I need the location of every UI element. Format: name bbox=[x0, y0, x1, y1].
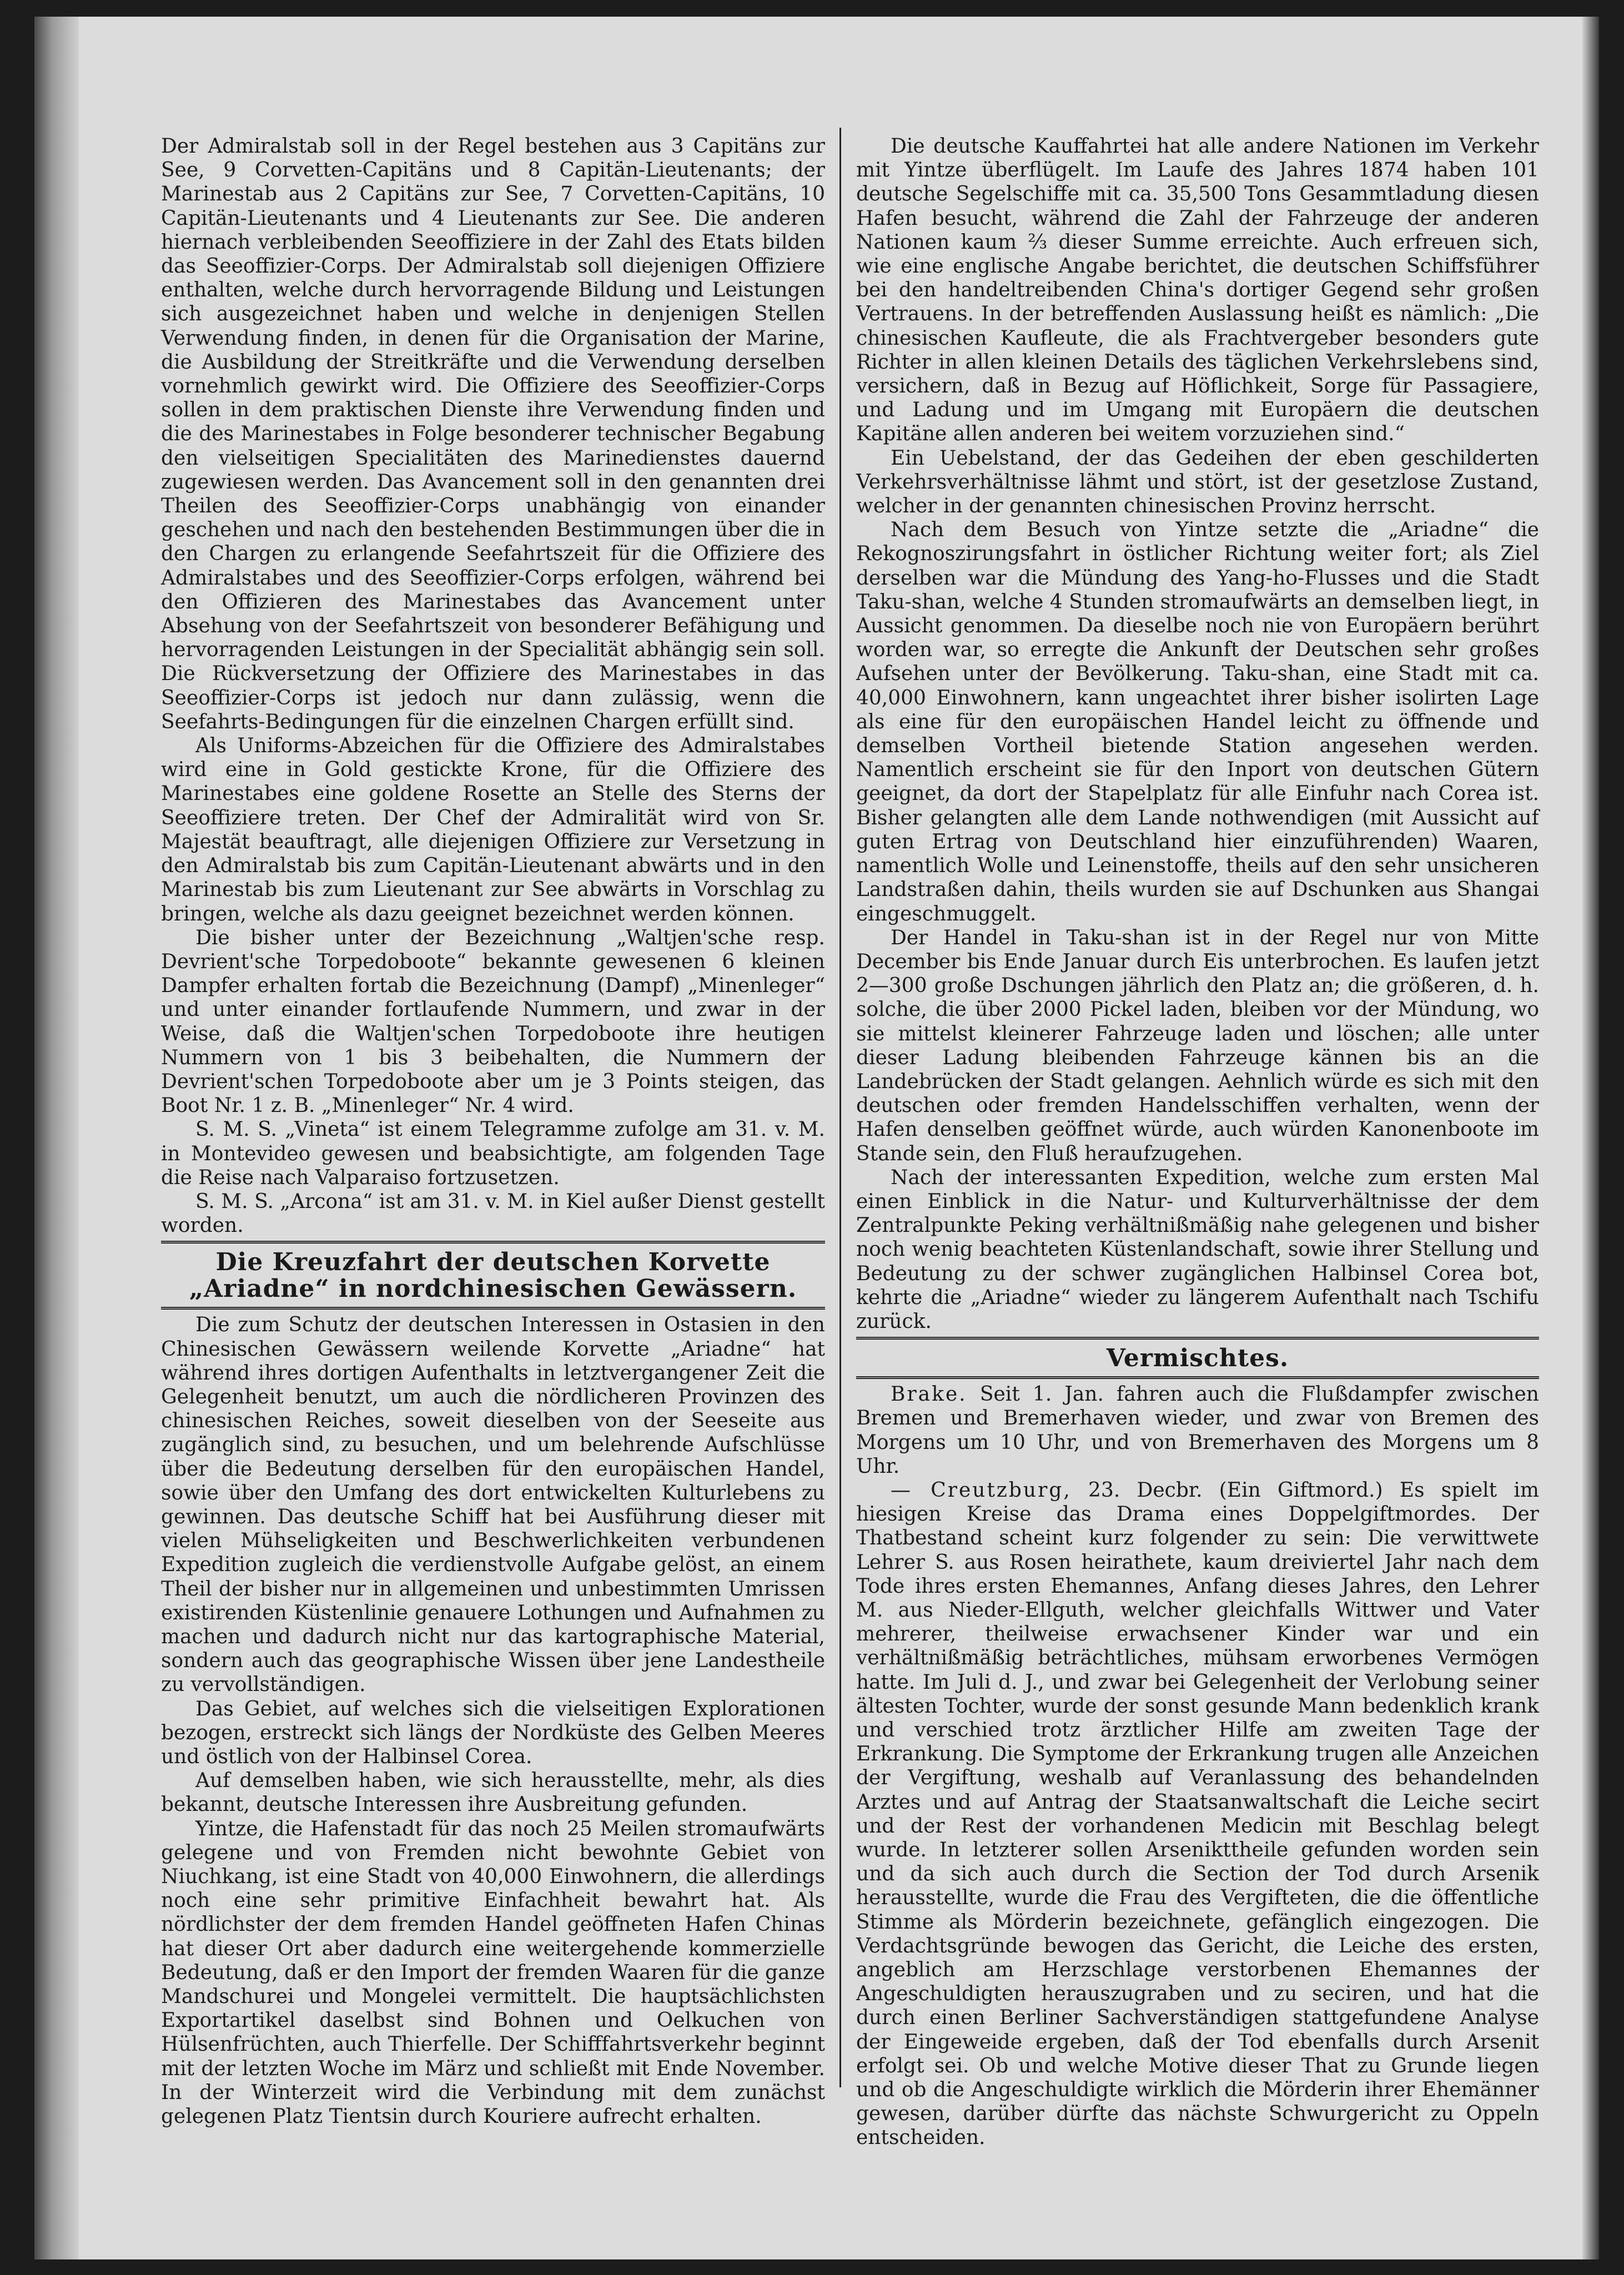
ariadne-p7: Nach dem Besuch von Yintze setzte die „Ariadne“ die Rekognoszirungsfahrt in östlicher Richtung weiter fort; als Ziel derselben war die Mündung des Yang-ho-Flusses und die Stadt Taku-shan, welche 4 Stunden stromaufwärts an demselben liegt, in Aussicht genommen. Da dieselbe noch nie von Europäern berührt worden war, so erregte die Ankunft der Deutschen sehr großes Aufsehen unter der Bevölkerung. Taku-shan, eine Stadt mit ca. 40,000 Einwohnern, kann ungeachtet ihrer bisher isolirten Lage als eine für den europäischen Handel leicht zu öffnende und demselben Vortheil bietende Station angesehen werden. Namentlich erscheint sie für den Inport von deutschen Gütern geeignet, da dort der Stapelplatz für alle Einfuhr nach Corea ist. Bisher gelangten alle dem Lande nothwendigen (mit Aussicht auf guten Ertrag von Deutschland hier einzuführenden) Waaren, namentlich Wolle und Leinenstoffe, theils auf den sehr unsicheren Landstraßen dahin, theils wurden sie auf Dschunken aus Shangai eingeschmuggelt. bbox=[856, 519, 1539, 925]
ariadne-p3: Auf demselben haben, wie sich herausstellte, mehr, als dies bekannt, deutsche Interessen ihre Ausbreitung gefunden. bbox=[161, 1769, 825, 1816]
section-rule bbox=[856, 1376, 1539, 1379]
misc-item-creutzburg bbox=[856, 1478, 1539, 2150]
ariadne-p2: Das Gebiet, auf welches sich die vielseitigen Explorationen bezogen, erstreckt sich längs der Nordküste des Gelben Meeres und östlich von der Halbinsel Corea. bbox=[161, 1697, 825, 1768]
ariadne-p6: Ein Uebelstand, der das Gedeihen der eben geschilderten Verkehrsverhältnisse lähmt und stört, ist der gesetzlose Zustand, welcher in der genannten chinesischen Provinz herrscht. bbox=[856, 446, 1539, 518]
article-arcona: S. M. S. „Arcona“ ist am 31. v. M. in Kiel außer Dienst gestellt worden. bbox=[161, 1190, 825, 1237]
page-gutter bbox=[34, 17, 79, 2259]
ariadne-heading: Die Kreuzfahrt der deutschen Korvette „Ariadne“ in nordchinesischen Gewässern. bbox=[189, 1248, 797, 1303]
article-admiralstab-p1: Der Admiralstab soll in der Regel bestehen aus 3 Capitäns zur See, 9 Corvetten-Capitäns und 8 Capitän-Lieutenants; der Marinestab aus 2 Capitäns zur See, 7 Corvetten-Capitäns, 10 Capitän-Lieutenants und 4 Lieutenants zur See. Die anderen hiernach verbleibenden Seeoffiziere in der Zahl des Etats bilden das Seeoffizier-Corps. Der Admiralstab soll diejenigen Offiziere enthalten, welche durch hervorragende Bildung und Leistungen sich ausgezeichnet haben und welche in denjenigen Stellen Verwendung finden, in denen für die Organisation der Marine, die Ausbildung der Streitkräfte und die Verwendung derselben vornehmlich gewirkt wird. Die Offiziere des Seeoffizier-Corps sollen in dem praktischen Dienste ihre Verwendung finden und die des Marinestabes in Folge besonderer technischer Begabung den vielseitigen Specialitäten des Marinedienstes dauernd zugewiesen werden. Das Avancement soll in den genannten drei Theilen des Seeoffizier-Corps unabhängig von einander geschehen und nach den bestehenden Bestimmungen über die in den Chargen zu erlangende Seefahrtszeit für die Offiziere des Admiralstabes und des Seeoffizier-Corps erfolgen, während bei den Offizieren des Marinestabes das Avancement unter Absehung von der Seefahrtszeit von besonderer Befähigung und hervorragenden Leistungen in der Specialität abhängig sein soll. Die Rückversetzung der Offiziere des Marinestabes in das Seeoffizier-Corps ist jedoch nur dann zulässig, wenn die Seefahrts-Bedingungen für die einzelnen Chargen erfüllt sind. bbox=[161, 135, 825, 733]
ariadne-p8: Der Handel in Taku-shan ist in der Regel nur von Mitte December bis Ende Januar durch Eis unterbrochen. Es laufen jetzt 2—300 große Dschungen jährlich den Platz an; die größeren, d. h. solche, die über 2000 Pickel laden, bleiben vor der Mündung, wo sie mittelst kleinerer Fahrzeuge laden und löschen; alle unter dieser Ladung bleibenden Fahrzeuge kännen bis an die Landebrücken der Stadt gelangen. Aehnlich würde es sich mit den deutschen oder fremden Handelsschiffen verhalten, wenn der Hafen denselben geöffnet würde, auch würden Kanonenboote im Stande sein, den Fluß heraufzugehen. bbox=[856, 926, 1539, 1165]
section-rule bbox=[856, 1337, 1539, 1340]
misc-text: 23. Decbr. (Ein Giftmord.) Es spielt im hiesigen Kreise das Drama eines Doppelgiftmordes. Der Thatbestand scheint kurz folgender zu sein: Die verwittwete Lehrer S. aus Rosen heirathete, kaum dreiviertel Jahr nach dem Tode ihres ersten Ehemannes, Anfang dieses Jahres, den Lehrer M. aus Nieder-Ellguth, welcher gleichfalls Wittwer und Vater mehrerer, theilweise erwachsener Kinder war und ein verhältnißmäßig beträchtliches, mühsam erworbenes Vermögen hatte. Im Juli d. J., und zwar bei Gelegenheit der Verlobung seiner ältesten Tochter, wurde der sonst gesunde Mann bedenklich krank und verschied trotz ärztlicher Hilfe am zweiten Tage der Erkrankung. Die Symptome der Erkrankung trugen alle Anzeichen der Vergiftung, weshalb auf Veranlassung des behandelnden Arztes und auf Antrag der Staatsanwaltschaft die Leiche secirt und der Rest der vorhandenen Medicin mit Beschlag belegt wurde. In letzterer sollen Arsenikttheile gefunden worden sein und da sich auch durch die Section der Tod durch Arsenik herausstellte, wurde die Frau des Vergifteten, die die öffentliche Stimme als Mörderin bezeichnete, gefänglich eingezogen. Die Verdachtsgründe bewogen das Gericht, die Leiche des ersten, angeblich am Herzschlage verstorbenen Ehemannes der Angeschuldigten herauszugraben und zu seciren, und hat die durch einen Berliner Sachverständigen stattgefundene Analyse der Eingeweide ergeben, daß der Tod ebenfalls durch Arsenit erfolgt sei. Ob und welche Motive dieser That zu Grunde liegen und ob die Angeschuldigte wirklich die Mörderin ihrer Ehemänner gewesen, darüber dürfte das nächste Schwurgericht zu Oppeln entscheiden. bbox=[856, 1478, 1539, 2150]
misc-place: — Creutzburg, bbox=[891, 1478, 1072, 1502]
misc-place: Brake. bbox=[891, 1383, 967, 1406]
page-edge bbox=[1582, 17, 1599, 2259]
ariadne-p1: Die zum Schutz der deutschen Interessen in Ostasien in den Chinesischen Gewässern weilende Korvette „Ariadne“ hat während ihres dortigen Aufenthalts in letztvergangener Zeit die Gelegenheit benutzt, um auch die nördlicheren Provinzen des chinesischen Reiches, soweit dieselben von der Seeseite aus zugänglich sind, zu besuchen, und um belehrende Aufschlüsse über die Bedeutung derselben für den europäischen Handel, sowie über den Umfang des dort entwickelten Kulturlebens zu gewinnen. Das deutsche Schiff hat bei Ausführung dieser mit vielen Mühseligkeiten und Beschwerlichkeiten verbundenen Expedition zugleich die verdienstvolle Aufgabe gelöst, an einem Theil der bisher nur in allgemeinen und unbestimmten Umrissen existirenden Küstenlinie genauere Lothungen und Aufnahmen zu machen und dadurch nicht nur das kartographische Material, sondern auch das geographische Wissen über jene Landestheile zu vervollständigen. bbox=[161, 1313, 825, 1697]
misc-item-brake bbox=[856, 1382, 1539, 1478]
right-column bbox=[856, 134, 1539, 2150]
ariadne-p9: Nach der interessanten Expedition, welche zum ersten Mal einen Einblick in die Natur- und Kulturverhältnisse der dem Zentralpunkte Peking verhältnißmäßig nahe gelegenen und bisher noch wenig beachteten Küstenlandschaft, sowie ihrer Stellung und Bedeutung zu der schwer zugänglichen Halbinsel Corea bot, kehrte die „Ariadne“ wieder zu längerem Aufenthalt nach Tschifu zurück. bbox=[856, 1166, 1539, 1333]
article-torpedoboote: Die bisher unter der Bezeichnung „Waltjen'sche resp. Devrient'sche Torpedoboote“ bekannte gewesenen 6 kleinen Dampfer erhalten fortab die Bezeichnung (Dampf) „Minenleger“ und unter einander fortlaufende Nummern, und zwar in der Weise, daß die Waltjen'schen Torpedoboote ihre heutigen Nummern von 1 bis 3 beibehalten, die Nummern der Devrient'schen Torpedoboote aber um je 3 Points steigen, das Boot Nr. 1 z. B. „Minenleger“ Nr. 4 wird. bbox=[161, 926, 825, 1118]
ariadne-p5: Die deutsche Kauffahrtei hat alle andere Nationen im Verkehr mit Yintze überflügelt. Im Laufe des Jahres 1874 haben 101 deutsche Segelschiffe mit ca. 35,500 Tons Gesammtladung diesen Hafen besucht, während die Zahl der Fahrzeuge der anderen Nationen kaum ⅔ dieser Summe erreichte. Auch erfreuen sich, wie eine englische Angabe berichtet, die deutschen Schiffsführer bei den handeltreibenden China's dortiger Gegend sehr großen Vertrauens. In der betreffenden Auslassung heißt es nämlich: „Die chinesischen Kaufleute, die als Frachtvergeber besonders gute Richter in allen kleinen Details des täglichen Verkehrslebens sind, versichern, daß in Bezug auf Höflichkeit, Sorge für Passagiere, und Ladung und im Umgang mit Europäern die deutschen Kapitäne allen anderen bei weitem vorzuziehen sind.“ bbox=[856, 135, 1539, 446]
section-rule bbox=[161, 1307, 825, 1310]
vermischtes-heading: Vermischtes. bbox=[1106, 1344, 1289, 1373]
ariadne-p4: Yintze, die Hafenstadt für das noch 25 Meilen stromaufwärts gelegene und von Fremden nicht bewohnte Gebiet von Niuchkang, ist eine Stadt von 40,000 Einwohnern, die allerdings noch eine sehr primitive Einfachheit bewahrt hat. Als nördlichster der dem fremden Handel geöffneten Hafen Chinas hat dieser Ort aber dadurch eine weitergehende kommerzielle Bedeutung, daß er den Import der fremden Waaren für die ganze Mandschurei und Mongelei vermittelt. Die hauptsächlichsten Exportartikel daselbst sind Bohnen und Oelkuchen von Hülsenfrüchten, auch Thierfelle. Der Schifffahrtsverkehr beginnt mit der letzten Woche im März und schließt mit Ende November. In der Winterzeit wird die Verbindung mit dem zunächst gelegenen Platz Tientsin durch Kouriere aufrecht erhalten. bbox=[161, 1817, 825, 2128]
newspaper-page bbox=[34, 17, 1599, 2259]
article-vineta: S. M. S. „Vineta“ ist einem Telegramme zufolge am 31. v. M. in Montevideo gewesen und beabsichtigte, am folgenden Tage die Reise nach Valparaiso fortzusetzen. bbox=[161, 1118, 825, 1189]
misc-text: Seit 1. Jan. fahren auch die Flußdampfer zwischen Bremen und Bremerhaven wieder, und zwar von Bremen des Morgens um 10 Uhr, und von Bremerhaven des Morgens um 8 Uhr. bbox=[856, 1383, 1539, 1478]
left-column bbox=[161, 134, 825, 2128]
column-divider bbox=[839, 128, 841, 2087]
section-rule bbox=[161, 1241, 825, 1244]
article-admiralstab-p2: Als Uniforms-Abzeichen für die Offiziere des Admiralstabes wird eine in Gold gestickte Krone, für die Offiziere des Marinestabes eine goldene Rosette an Stelle des Sterns der Seeoffiziere treten. Der Chef der Admiralität wird von Sr. Majestät beauftragt, alle diejenigen Offiziere zur Versetzung in den Admiralstab bis zum Capitän-Lieutenant abwärts und in den Marinestab bis zum Lieutenant zur See abwärts in Vorschlag zu bringen, welche als dazu geeignet bezeichnet werden können. bbox=[161, 734, 825, 925]
